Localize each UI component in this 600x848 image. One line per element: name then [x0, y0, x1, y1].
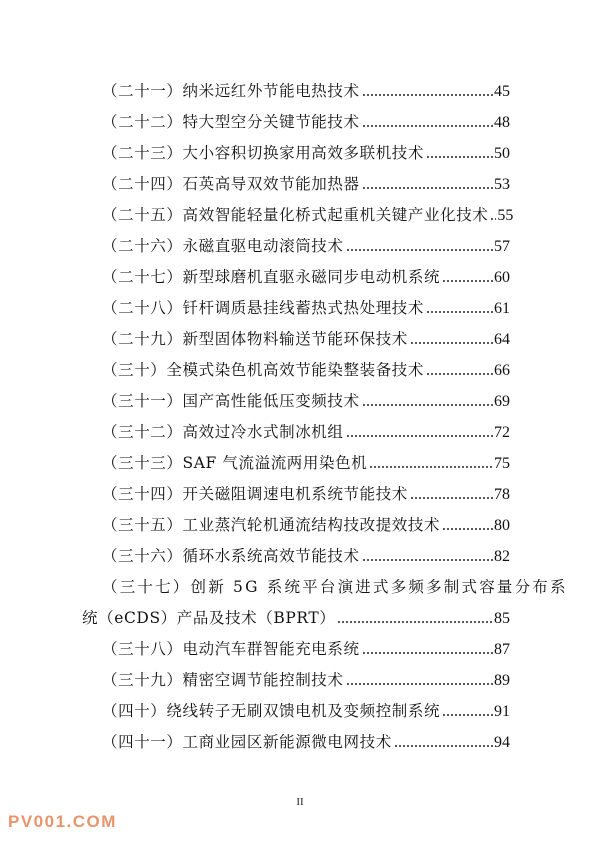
toc-entry-page: 69 — [494, 393, 510, 410]
toc-entry-27[interactable] — [102, 262, 510, 293]
toc-entry-title: （四十一）工商业园区新能源微电网技术 — [102, 733, 392, 751]
toc-entry-page: 53 — [494, 176, 510, 193]
toc-entry-22[interactable] — [102, 107, 510, 138]
toc-entry-title: （三十八）电动汽车群智能充电系统 — [102, 640, 360, 658]
toc-entry-title: （二十六）永磁直驱电动滚筒技术 — [102, 237, 344, 255]
toc-entry-title: （二十二）特大型空分关键节能技术 — [102, 113, 360, 131]
toc-entry-page: 82 — [494, 548, 510, 565]
toc-entry-title: （三十）全模式染色机高效节能染整装备技术 — [102, 361, 425, 379]
dot-leader — [426, 371, 493, 377]
toc-entry-35[interactable] — [102, 510, 510, 541]
dot-leader — [346, 433, 493, 439]
toc-entry-21[interactable] — [102, 76, 510, 107]
toc-entry-page: 87 — [494, 641, 510, 658]
dot-leader — [426, 154, 493, 160]
toc-entry-page: 85 — [494, 610, 510, 627]
toc-entry-page: 50 — [494, 145, 510, 162]
toc-entry-page: 78 — [494, 486, 510, 503]
toc-entry-28[interactable] — [102, 293, 510, 324]
toc-entry-36[interactable] — [102, 541, 510, 572]
dot-leader — [337, 619, 493, 625]
toc-entry-29[interactable] — [102, 324, 510, 355]
toc-entry-page: 45 — [494, 83, 510, 100]
dot-leader — [490, 216, 496, 222]
toc-entry-title: （二十八）钎杆调质悬挂线蓄热式热处理技术 — [102, 299, 425, 317]
toc-entry-title: （三十三）SAF 气流溢流两用染色机 — [102, 454, 368, 472]
dot-leader — [362, 92, 493, 98]
dot-leader — [362, 123, 493, 129]
toc-entry-25[interactable] — [102, 200, 514, 231]
dot-leader — [442, 526, 493, 532]
toc-entry-page: 75 — [494, 455, 510, 472]
toc-entry-40[interactable] — [102, 696, 510, 727]
toc-entry-title: （四十）绕线转子无刷双馈电机及变频控制系统 — [102, 702, 441, 720]
toc-entry-title: （三十六）循环水系统高效节能技术 — [102, 547, 360, 565]
dot-leader — [362, 557, 493, 563]
toc-entry-title: （三十二）高效过冷水式制冰机组 — [102, 423, 344, 441]
toc-entry-title: （二十三）大小容积切换家用高效多联机技术 — [102, 144, 425, 162]
toc-entry-title: （二十一）纳米远红外节能电热技术 — [102, 82, 360, 100]
dot-leader — [410, 340, 493, 346]
toc-entry-title: （三十一）国产高性能低压变频技术 — [102, 392, 360, 410]
dot-leader — [346, 681, 493, 687]
toc-entry-32[interactable] — [102, 417, 510, 448]
toc-entry-37-continued[interactable] — [82, 603, 510, 634]
toc-entry-23[interactable] — [102, 138, 510, 169]
toc-entry-34[interactable] — [102, 479, 510, 510]
toc-entry-title: （二十四）石英高导双效节能加热器 — [102, 175, 360, 193]
toc-entry-page: 66 — [494, 362, 510, 379]
toc-entry-30[interactable] — [102, 355, 510, 386]
toc-entry-page: 64 — [494, 331, 510, 348]
toc-entry-title: （二十七）新型球磨机直驱永磁同步电动机系统 — [102, 268, 441, 286]
watermark-logo: PV001.COM — [8, 812, 117, 831]
toc-entry-page: 91 — [494, 703, 510, 720]
toc-entry-page: 80 — [494, 517, 510, 534]
toc-entry-page: 55 — [497, 207, 514, 224]
toc-entry-41[interactable] — [102, 727, 510, 758]
toc-entry-31[interactable] — [102, 386, 510, 417]
table-of-contents — [82, 76, 568, 758]
toc-entry-page: 57 — [494, 238, 510, 255]
dot-leader — [394, 743, 493, 749]
toc-entry-24[interactable] — [102, 169, 510, 200]
toc-entry-38[interactable] — [102, 634, 510, 665]
toc-entry-title: （三十四）开关磁阻调速电机系统节能技术 — [102, 485, 408, 503]
dot-leader — [362, 650, 493, 656]
toc-entry-26[interactable] — [102, 231, 510, 262]
toc-entry-title: （二十五）高效智能轻量化桥式起重机关键产业化技术 — [102, 206, 489, 224]
toc-entry-page: 72 — [494, 424, 510, 441]
toc-entry-page: 48 — [494, 114, 510, 131]
dot-leader — [410, 495, 493, 501]
toc-entry-title: （二十九）新型固体物料输送节能环保技术 — [102, 330, 408, 348]
dot-leader — [442, 278, 493, 284]
toc-entry-37[interactable] — [102, 572, 568, 603]
toc-entry-33[interactable] — [102, 448, 510, 479]
dot-leader — [362, 185, 493, 191]
toc-entry-title: （三十七）创新 5G 系统平台演进式多频多制式容量分布系 — [102, 578, 568, 596]
toc-entry-title: 统（eCDS）产品及技术（BPRT） — [82, 609, 336, 627]
toc-entry-39[interactable] — [102, 665, 510, 696]
toc-entry-page: 60 — [494, 269, 510, 286]
dot-leader — [346, 247, 493, 253]
toc-entry-page: 89 — [494, 672, 510, 689]
toc-entry-page: 94 — [494, 734, 510, 751]
dot-leader — [426, 309, 493, 315]
toc-entry-page: 61 — [494, 300, 510, 317]
toc-entry-title: （三十五）工业蒸汽轮机通流结构技改提效技术 — [102, 516, 441, 534]
toc-entry-title: （三十九）精密空调节能控制技术 — [102, 671, 344, 689]
page-number: II — [296, 796, 304, 808]
dot-leader — [362, 402, 493, 408]
dot-leader — [369, 464, 493, 470]
dot-leader — [442, 712, 493, 718]
